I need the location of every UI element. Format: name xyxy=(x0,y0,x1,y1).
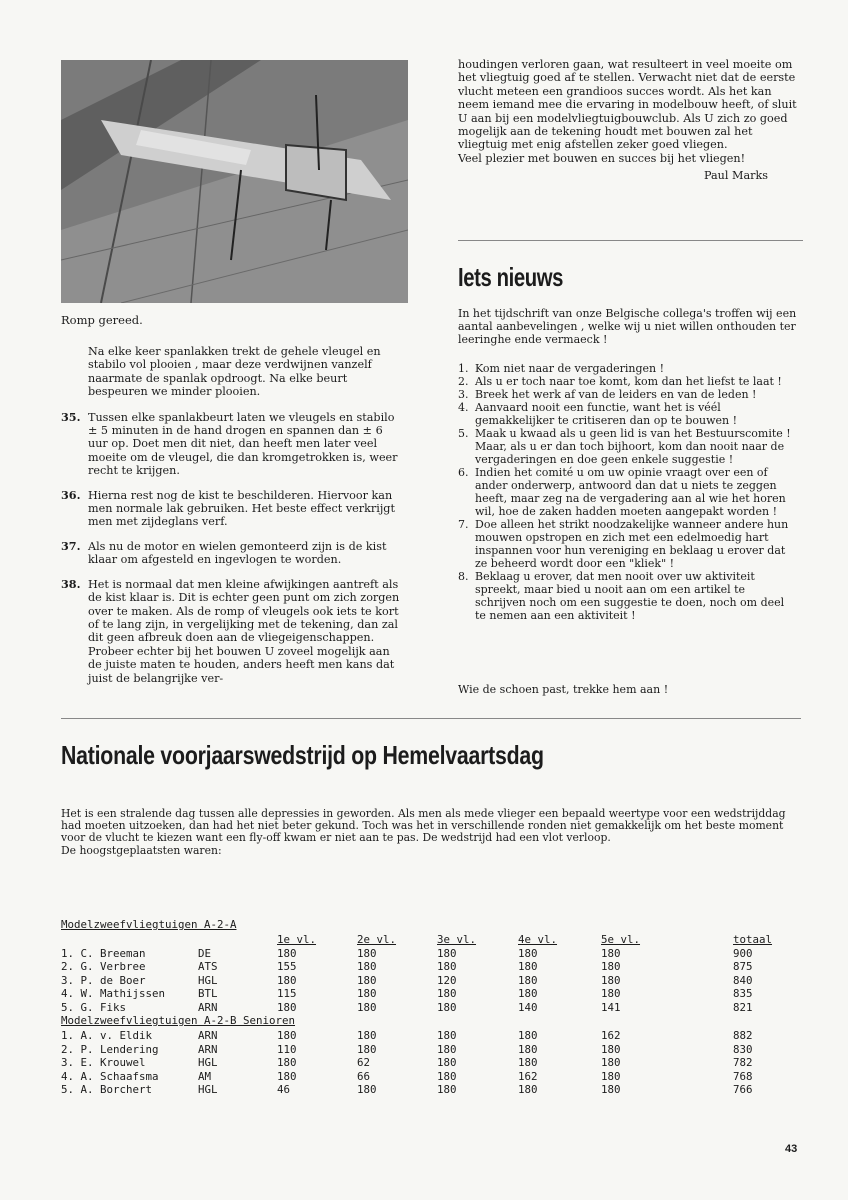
competitor-name: 5. A. Borchert xyxy=(61,1083,153,1096)
competitor-name: 5. G. Fiks xyxy=(61,1000,127,1014)
intro-paragraph: Na elke keer spanlakken trekt de gehele vleugel en stabilo vol plooien , maar deze verdwijnen vanzelf naarmate de spanlak opdroogt. Na elke beurt bespeuren we minder plooien. xyxy=(88,345,381,399)
flight-score: 115 xyxy=(277,987,297,1000)
fuselage-photo xyxy=(61,60,408,303)
flight-score: 180 xyxy=(518,1083,538,1096)
table-row xyxy=(61,1043,801,1057)
category-title: Modelzweefvliegtuigen A-2-A xyxy=(61,918,237,931)
flight-score: 180 xyxy=(437,987,457,1000)
flight-score: 162 xyxy=(601,1029,621,1042)
list-item xyxy=(458,388,798,401)
section-divider xyxy=(458,240,803,241)
nieuws-heading: Iets nieuws xyxy=(458,262,564,292)
club-code: HGL xyxy=(198,1056,218,1069)
table-row xyxy=(61,1029,801,1043)
flight-score: 180 xyxy=(437,1029,457,1042)
flight-score: 180 xyxy=(601,946,621,960)
flight-score: 120 xyxy=(437,973,457,987)
nieuws-intro: In het tijdschrift van onze Belgische collega's troffen wij een aantal aanbevelingen , welke wij u niet willen onthouden ter leeringhe ende vermaeck ! xyxy=(458,307,797,346)
club-code: HGL xyxy=(198,973,218,987)
item-number: 35. xyxy=(61,409,81,424)
total-score: 766 xyxy=(733,1083,753,1096)
competitor-name: 3. P. de Boer xyxy=(61,973,146,987)
flight-score: 141 xyxy=(601,1000,621,1014)
table-row xyxy=(61,1056,801,1070)
total-score: 875 xyxy=(733,960,753,973)
flight-score: 180 xyxy=(518,987,538,1000)
results-table xyxy=(61,918,801,1097)
item-text: Beklaag u erover, dat men nooit over uw aktiviteit spreekt, maar bied u nooit aan om een artikel te schrijven noch om een suggestie te doen, noch om deel te nemen aan een aktiviteit ! xyxy=(475,570,785,622)
club-code: BTL xyxy=(198,987,218,1000)
model-airplane-image xyxy=(61,60,408,303)
list-item xyxy=(61,489,406,529)
list-item xyxy=(458,401,798,427)
item-text: Aanvaard nooit een functie, want het is véél gemakkelijker te critiseren dan op te bouwen ! xyxy=(475,401,738,427)
list-item xyxy=(61,540,406,567)
item-number: 3. xyxy=(458,388,469,401)
item-number: 7. xyxy=(458,518,469,531)
list-item xyxy=(458,466,798,518)
photo-caption: Romp gereed. xyxy=(61,313,143,327)
category-rows xyxy=(61,1029,801,1097)
category-row xyxy=(61,918,801,933)
competitor-name: 1. A. v. Eldik xyxy=(61,1029,153,1042)
total-score: 782 xyxy=(733,1056,753,1069)
total-score: 900 xyxy=(733,946,753,960)
column-header: totaal xyxy=(733,933,773,946)
club-code: ARN xyxy=(198,1042,218,1056)
flight-score: 180 xyxy=(437,1056,457,1069)
continuation-paragraph: houdingen verloren gaan, wat resulteert in veel moeite om het vliegtuig goed af te stellen. Verwacht niet dat de eerste vlucht meteen een grandioos succes wordt. Als het kan neem iemand mee die ervaring in modelbouw heeft, of sluit U aan bij een modelvliegtuigbouwclub. Als U zich zo goed mogelijk aan de tekening houdt met bouwen zal het vliegtuig met enig afstellen zeker goed vliegen. xyxy=(458,58,797,152)
flight-score: 180 xyxy=(437,1069,457,1083)
nieuws-closing: Wie de schoen past, trekke hem aan ! xyxy=(458,683,669,696)
item-text: Breek het werk af van de leiders en van de leden ! xyxy=(475,388,757,401)
category-rows xyxy=(61,947,801,1015)
flight-score: 180 xyxy=(601,1042,621,1056)
competitor-name: 3. E. Krouwel xyxy=(61,1056,146,1069)
flight-score: 180 xyxy=(437,1083,457,1096)
left-column xyxy=(61,345,406,696)
flight-score: 180 xyxy=(277,946,297,960)
item-number: 37. xyxy=(61,538,81,553)
list-item xyxy=(61,578,406,685)
total-score: 835 xyxy=(733,987,753,1000)
flight-score: 180 xyxy=(357,960,377,973)
item-text: Het is normaal dat men kleine afwijkingen aantreft als de kist klaar is. Dit is echter geen punt om zich zorgen over te maken. Als de romp of vleugels ook iets te kort of te lang zijn, in vergelijking met de tekening, dan zal dit geen afbreuk doen aan de vliegeigenschappen. Probeer echter bij het bouwen U zoveel mogelijk aan de juiste maten te houden, anders heeft men kans dat juist de belangrijke ver- xyxy=(88,577,400,685)
item-number: 4. xyxy=(458,401,469,414)
item-text: Hierna rest nog de kist te beschilderen. Hiervoor kan men normale lak gebruiken. Het beste effect verkrijgt men met zijdeglans verf. xyxy=(88,488,395,529)
section-divider xyxy=(61,718,801,719)
flight-score: 180 xyxy=(277,1029,297,1042)
flight-score: 180 xyxy=(601,1056,621,1069)
item-number: 8. xyxy=(458,570,469,583)
item-number: 36. xyxy=(61,487,81,502)
flight-score: 180 xyxy=(357,1042,377,1056)
right-column xyxy=(458,58,798,183)
flight-score: 180 xyxy=(357,1000,377,1014)
results-tables xyxy=(61,918,801,1097)
club-code: ARN xyxy=(198,1029,218,1042)
total-score: 821 xyxy=(733,1000,753,1014)
flight-score: 180 xyxy=(277,973,297,987)
table-row xyxy=(61,1001,801,1015)
list-item xyxy=(458,362,798,375)
column-header: 2e vl. xyxy=(357,933,397,946)
flight-score: 180 xyxy=(601,960,621,973)
table-row xyxy=(61,960,801,974)
flight-score: 180 xyxy=(357,1083,377,1096)
item-text: Tussen elke spanlakbeurt laten we vleugels en stabilo ± 5 minuten in de hand drogen en spannen dan ± 6 uur op. Doet men dit niet, dan heeft men later veel moeite om de vleugel, die dan kromgetrokken is, weer recht te krijgen. xyxy=(88,410,398,478)
competitor-name: 4. W. Mathijssen xyxy=(61,987,166,1000)
item-text: Indien het comité u om uw opinie vraagt over een of ander onderwerp, antwoord dan dat u niets te zeggen heeft, maar zeg na de vergadering aan al wie het horen wil, hoe de zaken hadden moeten aangepakt worden ! xyxy=(475,466,786,518)
intro-paragraph: Het is een stralende dag tussen alle depressies in geworden. Als men als mede vlieger een bepaald weertype voor een wedstrijddag had moeten uitzoeken, dan had het niet beter gekund. Toch was het in verschillende ronden niet gemakkelijk om het beste moment voor de vlucht te kiezen want een fly-off kwam er niet aan te pas. De wedstrijd had een vlot verloop. xyxy=(61,807,786,845)
flight-score: 110 xyxy=(277,1042,297,1056)
column-header: 4e vl. xyxy=(518,933,558,946)
flight-score: 180 xyxy=(357,1029,377,1042)
item-text: Doe alleen het strikt noodzakelijke wanneer andere hun mouwen opstropen en zich met een edelmoedig hart inspannen voor hun vereniging en beklaag u erover dat ze beheerd wordt door een "kliek" ! xyxy=(475,518,789,570)
flight-score: 180 xyxy=(601,973,621,987)
club-code: DE xyxy=(198,946,212,960)
flight-score: 180 xyxy=(437,960,457,973)
competitor-name: 2. P. Lendering xyxy=(61,1042,159,1056)
table-row xyxy=(61,974,801,988)
list-item xyxy=(458,518,798,570)
flight-score: 62 xyxy=(357,1056,371,1069)
table-row xyxy=(61,947,801,961)
item-number: 1. xyxy=(458,362,469,375)
item-number: 2. xyxy=(458,375,469,388)
competitor-name: 4. A. Schaafsma xyxy=(61,1069,159,1083)
nationale-heading: Nationale voorjaarswedstrijd op Hemelvaartsdag xyxy=(61,740,544,770)
column-header: 5e vl. xyxy=(601,933,641,946)
total-score: 768 xyxy=(733,1069,753,1083)
closing-line: Veel plezier met bouwen en succes bij het vliegen! xyxy=(458,151,746,165)
author-signature: Paul Marks xyxy=(703,169,768,183)
table-row xyxy=(61,1070,801,1084)
item-number: 5. xyxy=(458,427,469,440)
flight-score: 180 xyxy=(357,987,377,1000)
page-number: 43 xyxy=(785,1143,798,1155)
nieuws-list xyxy=(458,362,798,622)
flight-score: 180 xyxy=(277,1056,297,1069)
table-row xyxy=(61,987,801,1001)
club-code: HGL xyxy=(198,1083,218,1096)
intro-last-line: De hoogstgeplaatsten waren: xyxy=(61,843,222,857)
flight-score: 180 xyxy=(357,946,377,960)
flight-score: 180 xyxy=(518,973,538,987)
flight-score: 180 xyxy=(437,1042,457,1056)
club-code: ATS xyxy=(198,960,218,973)
flight-score: 180 xyxy=(518,960,538,973)
table-header-row xyxy=(61,933,801,947)
flight-score: 180 xyxy=(518,946,538,960)
item-text: Kom niet naar de vergaderingen ! xyxy=(475,362,665,375)
flight-score: 180 xyxy=(601,1069,621,1083)
club-code: ARN xyxy=(198,1000,218,1014)
flight-score: 180 xyxy=(601,987,621,1000)
list-item xyxy=(458,570,798,622)
flight-score: 180 xyxy=(437,1000,457,1014)
flight-score: 180 xyxy=(518,1056,538,1069)
flight-score: 180 xyxy=(437,946,457,960)
flight-score: 155 xyxy=(277,960,297,973)
flight-score: 180 xyxy=(357,973,377,987)
item-number: 38. xyxy=(61,576,81,591)
total-score: 830 xyxy=(733,1042,753,1056)
category-row xyxy=(61,1014,801,1029)
column-header: 3e vl. xyxy=(437,933,477,946)
item-text: Als u er toch naar toe komt, kom dan het liefst te laat ! xyxy=(475,375,782,388)
flight-score: 162 xyxy=(518,1069,538,1083)
club-code: AM xyxy=(198,1069,212,1083)
nationale-intro xyxy=(61,808,801,857)
flight-score: 66 xyxy=(357,1069,371,1083)
table-row xyxy=(61,1083,801,1097)
total-score: 840 xyxy=(733,973,753,987)
category-title: Modelzweefvliegtuigen A-2-B Senioren xyxy=(61,1014,296,1027)
item-number: 6. xyxy=(458,466,469,479)
competitor-name: 1. C. Breeman xyxy=(61,946,146,960)
list-item xyxy=(458,427,798,466)
flight-score: 180 xyxy=(277,1000,297,1014)
flight-score: 140 xyxy=(518,1000,538,1014)
column-header: 1e vl. xyxy=(277,933,317,946)
total-score: 882 xyxy=(733,1029,753,1042)
item-text: Maak u kwaad als u geen lid is van het Bestuurscomite ! Maar, als u er dan toch bijhoort, kom dan nooit naar de vergaderingen en doe geen enkele suggestie ! xyxy=(475,427,791,466)
list-item xyxy=(61,411,406,478)
flight-score: 46 xyxy=(277,1083,291,1096)
competitor-name: 2. G. Verbree xyxy=(61,960,146,973)
flight-score: 180 xyxy=(277,1069,297,1083)
list-item xyxy=(458,375,798,388)
item-text: Als nu de motor en wielen gemonteerd zijn is de kist klaar om afgesteld en ingevlogen te worden. xyxy=(88,539,387,567)
flight-score: 180 xyxy=(601,1083,621,1096)
flight-score: 180 xyxy=(518,1029,538,1042)
flight-score: 180 xyxy=(518,1042,538,1056)
